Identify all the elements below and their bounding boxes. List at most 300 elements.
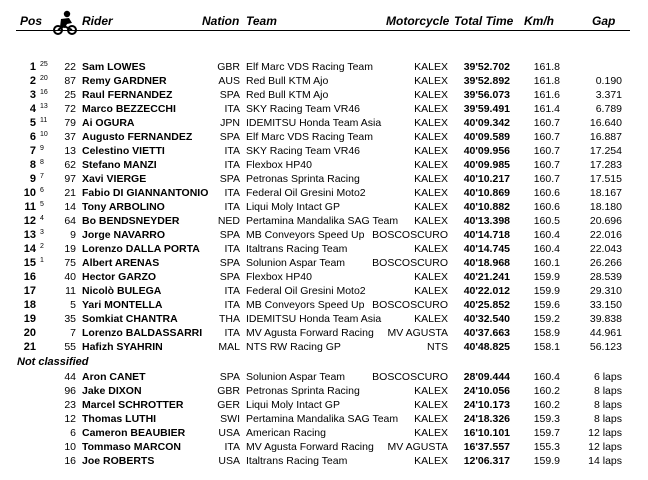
table-row [0, 228, 648, 242]
rider-number: 7 [70, 327, 76, 339]
position: 20 [23, 327, 36, 339]
position: 9 [29, 173, 36, 185]
table-row [0, 440, 648, 454]
team-name: Petronas Sprinta Racing [246, 173, 360, 185]
total-time: 40'13.398 [463, 215, 510, 227]
gap: 6.789 [595, 103, 622, 115]
position: 18 [23, 299, 36, 311]
motorcycle: KALEX [414, 89, 448, 101]
nation: GBR [217, 385, 240, 397]
team-name: IDEMITSU Honda Team Asia [246, 117, 382, 129]
nation: GBR [217, 61, 240, 73]
speed-kmh: 158.1 [533, 341, 560, 353]
position: 15 [23, 257, 36, 269]
nation: ITA [224, 441, 240, 453]
position: 19 [23, 313, 36, 325]
total-time: 39'56.073 [463, 89, 510, 101]
table-row [0, 298, 648, 312]
table-row [0, 284, 648, 298]
team-name: NTS RW Racing GP [246, 341, 341, 353]
table-row [0, 214, 648, 228]
total-time: 40'18.968 [463, 257, 510, 269]
gap: 18.180 [589, 201, 622, 213]
gap: 39.838 [589, 313, 622, 325]
rider-name: Bo BENDSNEYDER [82, 215, 180, 227]
motorcycle: KALEX [414, 413, 448, 425]
position: 17 [23, 285, 36, 297]
rider-number: 35 [64, 313, 76, 325]
nation: ITA [224, 145, 240, 157]
nation: SPA [219, 229, 240, 241]
header-rule [16, 30, 630, 31]
speed-kmh: 159.7 [533, 427, 560, 439]
header-gap: Gap [592, 14, 616, 28]
positions-gained: 10 [40, 131, 48, 138]
table-row [0, 74, 648, 88]
speed-kmh: 160.7 [533, 145, 560, 157]
total-time: 40'09.956 [463, 145, 510, 157]
position: 7 [29, 145, 36, 157]
speed-kmh: 161.8 [533, 61, 560, 73]
motorcycle: KALEX [414, 159, 448, 171]
header-kmh: Km/h [524, 14, 554, 28]
gap: 33.150 [589, 299, 622, 311]
total-time: 40'10.882 [463, 201, 510, 213]
rider-name: Lorenzo BALDASSARRI [82, 327, 203, 339]
rider-name: Marco BEZZECCHI [82, 103, 176, 115]
rider-name: Marcel SCHROTTER [82, 399, 184, 411]
speed-kmh: 160.7 [533, 159, 560, 171]
gap: 56.123 [589, 341, 622, 353]
total-time: 40'25.852 [463, 299, 510, 311]
position: 1 [29, 61, 36, 73]
speed-kmh: 160.7 [533, 173, 560, 185]
table-row [0, 242, 648, 256]
total-time: 40'09.589 [463, 131, 510, 143]
motorcycle-rider-icon [52, 10, 78, 36]
nation: ITA [224, 299, 240, 311]
rider-name: Augusto FERNANDEZ [82, 131, 193, 143]
gap: 0.190 [595, 75, 622, 87]
position: 4 [29, 103, 36, 115]
gap: 8 laps [593, 385, 622, 397]
total-time: 24'10.056 [463, 385, 510, 397]
speed-kmh: 160.5 [533, 215, 560, 227]
rider-name: Albert ARENAS [82, 257, 160, 269]
nation: USA [218, 427, 240, 439]
rider-name: Remy GARDNER [82, 75, 167, 87]
speed-kmh: 161.6 [533, 89, 560, 101]
team-name: SKY Racing Team VR46 [246, 103, 361, 115]
rider-name: Somkiat CHANTRA [82, 313, 178, 325]
nation: ITA [224, 243, 240, 255]
speed-kmh: 160.4 [533, 371, 560, 383]
nation: SPA [219, 271, 240, 283]
total-time: 40'09.342 [463, 117, 510, 129]
header-pos: Pos [20, 14, 43, 28]
speed-kmh: 159.3 [533, 413, 560, 425]
position: 8 [29, 159, 36, 171]
positions-gained: 25 [40, 61, 48, 68]
table-row [0, 412, 648, 426]
nation: SPA [219, 173, 240, 185]
rider-number: 75 [64, 257, 76, 269]
motorcycle: KALEX [414, 385, 448, 397]
motorcycle: KALEX [414, 271, 448, 283]
motorcycle: NTS [427, 341, 448, 353]
speed-kmh: 161.8 [533, 75, 560, 87]
rider-number: 12 [64, 413, 76, 425]
table-row [0, 384, 648, 398]
nation: GER [217, 399, 240, 411]
nation: SPA [219, 371, 240, 383]
motorcycle: KALEX [414, 201, 448, 213]
motorcycle: KALEX [414, 145, 448, 157]
motorcycle: KALEX [414, 173, 448, 185]
gap: 6 laps [593, 371, 622, 383]
speed-kmh: 155.3 [533, 441, 560, 453]
team-name: MB Conveyors Speed Up [246, 229, 365, 241]
nation: AUS [218, 75, 240, 87]
team-name: Flexbox HP40 [246, 159, 312, 171]
nation: USA [218, 455, 240, 467]
rider-number: 14 [64, 201, 76, 213]
team-name: Elf Marc VDS Racing Team [246, 61, 374, 73]
nation: SPA [219, 257, 240, 269]
rider-number: 6 [70, 427, 76, 439]
motorcycle: KALEX [414, 455, 448, 467]
gap: 16.887 [589, 131, 622, 143]
rider-name: Thomas LUTHI [82, 413, 157, 425]
rider-number: 5 [70, 299, 76, 311]
rider-name: Lorenzo DALLA PORTA [82, 243, 200, 255]
rider-number: 11 [65, 285, 76, 297]
team-name: Italtrans Racing Team [246, 243, 348, 255]
rider-number: 23 [64, 399, 76, 411]
total-time: 40'21.241 [463, 271, 510, 283]
position: 12 [23, 215, 36, 227]
header-total-time: Total Time [454, 14, 514, 28]
rider-number: 79 [64, 117, 76, 129]
gap: 22.016 [589, 229, 622, 241]
total-time: 16'10.101 [463, 427, 510, 439]
gap: 12 laps [588, 441, 622, 453]
table-row [0, 370, 648, 384]
motorcycle: KALEX [414, 131, 448, 143]
table-row [0, 454, 648, 468]
rider-number: 40 [64, 271, 76, 283]
motorcycle: KALEX [414, 427, 448, 439]
position: 16 [23, 271, 36, 283]
total-time: 40'10.869 [463, 187, 510, 199]
rider-number: 9 [70, 229, 76, 241]
speed-kmh: 159.9 [533, 271, 560, 283]
table-row [0, 172, 648, 186]
nation: NED [217, 215, 240, 227]
team-name: Pertamina Mandalika SAG Team [246, 215, 399, 227]
rider-name: Stefano MANZI [82, 159, 157, 171]
team-name: Federal Oil Gresini Moto2 [246, 285, 366, 297]
motorcycle: KALEX [414, 313, 448, 325]
rider-number: 25 [64, 89, 76, 101]
rider-number: 96 [64, 385, 76, 397]
gap: 3.371 [595, 89, 622, 101]
gap: 12 laps [588, 427, 622, 439]
table-row [0, 186, 648, 200]
gap: 17.283 [589, 159, 622, 171]
total-time: 40'14.745 [463, 243, 510, 255]
position: 14 [23, 243, 36, 255]
motorcycle: KALEX [414, 399, 448, 411]
positions-gained: 7 [40, 173, 44, 180]
team-name: SKY Racing Team VR46 [246, 145, 361, 157]
total-time: 40'32.540 [463, 313, 510, 325]
table-row [0, 88, 648, 102]
team-name: Liqui Moly Intact GP [246, 399, 340, 411]
positions-gained: 6 [40, 187, 44, 194]
positions-gained: 3 [40, 229, 44, 236]
total-time: 39'59.491 [463, 103, 510, 115]
speed-kmh: 160.4 [533, 243, 560, 255]
rider-number: 37 [64, 131, 76, 143]
nation: MAL [218, 341, 240, 353]
nation: ITA [224, 103, 240, 115]
nation: ITA [224, 327, 240, 339]
positions-gained: 9 [40, 145, 44, 152]
team-name: Italtrans Racing Team [246, 455, 348, 467]
rider-name: Tommaso MARCON [82, 441, 181, 453]
team-name: Elf Marc VDS Racing Team [246, 131, 374, 143]
table-row [0, 326, 648, 340]
rider-name: Xavi VIERGE [82, 173, 147, 185]
positions-gained: 1 [40, 257, 44, 264]
rider-name: Jorge NAVARRO [82, 229, 166, 241]
gap: 17.515 [589, 173, 622, 185]
positions-gained: 4 [40, 215, 44, 222]
nation: SPA [219, 131, 240, 143]
header-motorcycle: Motorcycle [386, 14, 450, 28]
rider-name: Fabio DI GIANNANTONIO [82, 187, 209, 199]
team-name: Flexbox HP40 [246, 271, 312, 283]
total-time: 40'37.663 [463, 327, 510, 339]
nation: ITA [224, 201, 240, 213]
total-time: 39'52.892 [463, 75, 510, 87]
motorcycle: KALEX [414, 117, 448, 129]
total-time: 24'10.173 [463, 399, 510, 411]
motorcycle: KALEX [414, 61, 448, 73]
nation: ITA [224, 285, 240, 297]
header-team: Team [246, 14, 277, 28]
speed-kmh: 160.7 [533, 131, 560, 143]
speed-kmh: 160.7 [533, 117, 560, 129]
motorcycle: BOSCOSCURO [372, 257, 448, 269]
rider-number: 19 [64, 243, 76, 255]
gap: 8 laps [593, 399, 622, 411]
team-name: Federal Oil Gresini Moto2 [246, 187, 366, 199]
gap: 29.310 [589, 285, 622, 297]
position: 11 [24, 201, 36, 213]
speed-kmh: 159.2 [533, 313, 560, 325]
table-row [0, 312, 648, 326]
rider-name: Hector GARZO [82, 271, 157, 283]
position: 2 [29, 75, 36, 87]
total-time: 12'06.317 [463, 455, 510, 467]
gap: 22.043 [589, 243, 622, 255]
team-name: Liqui Moly Intact GP [246, 201, 340, 213]
rider-name: Tony ARBOLINO [82, 201, 165, 213]
motorcycle: KALEX [414, 243, 448, 255]
rider-name: Jake DIXON [82, 385, 142, 397]
speed-kmh: 160.6 [533, 187, 560, 199]
table-row [0, 158, 648, 172]
table-row [0, 116, 648, 130]
speed-kmh: 160.2 [533, 385, 560, 397]
rider-number: 62 [64, 159, 76, 171]
speed-kmh: 159.9 [533, 455, 560, 467]
table-row [0, 60, 648, 74]
gap: 28.539 [589, 271, 622, 283]
table-row [0, 398, 648, 412]
positions-gained: 8 [40, 159, 44, 166]
team-name: Red Bull KTM Ajo [246, 89, 329, 101]
rider-name: Celestino VIETTI [82, 145, 165, 157]
speed-kmh: 160.4 [533, 229, 560, 241]
position: 6 [29, 131, 36, 143]
results-table [0, 60, 648, 468]
rider-name: Sam LOWES [82, 61, 146, 73]
gap: 18.167 [589, 187, 622, 199]
team-name: Solunion Aspar Team [246, 371, 346, 383]
rider-number: 13 [64, 145, 76, 157]
rider-name: Ai OGURA [82, 117, 135, 129]
team-name: Pertamina Mandalika SAG Team [246, 413, 399, 425]
motorcycle: BOSCOSCURO [372, 371, 448, 383]
table-row [0, 102, 648, 116]
not-classified-heading: Not classified [17, 356, 89, 368]
team-name: MV Agusta Forward Racing [246, 327, 374, 339]
position: 13 [23, 229, 36, 241]
positions-gained: 20 [40, 75, 48, 82]
motorcycle: KALEX [414, 187, 448, 199]
rider-number: 72 [64, 103, 76, 115]
speed-kmh: 160.2 [533, 399, 560, 411]
nation: ITA [224, 159, 240, 171]
team-name: Red Bull KTM Ajo [246, 75, 329, 87]
total-time: 40'14.718 [463, 229, 510, 241]
positions-gained: 13 [40, 103, 48, 110]
team-name: American Racing [246, 427, 326, 439]
table-row [0, 270, 648, 284]
team-name: MB Conveyors Speed Up [246, 299, 365, 311]
rider-number: 64 [64, 215, 76, 227]
speed-kmh: 159.6 [533, 299, 560, 311]
rider-number: 87 [64, 75, 76, 87]
rider-number: 10 [64, 441, 76, 453]
rider-name: Raul FERNANDEZ [82, 89, 173, 101]
position: 5 [29, 117, 36, 129]
rider-name: Hafizh SYAHRIN [82, 341, 163, 353]
header-rider: Rider [82, 14, 113, 28]
position: 10 [23, 187, 36, 199]
table-row [0, 426, 648, 440]
positions-gained: 11 [40, 117, 48, 124]
nation: SPA [219, 89, 240, 101]
rider-number: 44 [64, 371, 76, 383]
rider-name: Yari MONTELLA [82, 299, 163, 311]
team-name: Petronas Sprinta Racing [246, 385, 360, 397]
table-row [0, 200, 648, 214]
rider-number: 97 [64, 173, 76, 185]
positions-gained: 16 [40, 89, 48, 96]
speed-kmh: 158.9 [533, 327, 560, 339]
gap: 26.266 [589, 257, 622, 269]
rider-number: 16 [64, 455, 76, 467]
speed-kmh: 160.6 [533, 201, 560, 213]
header-nation: Nation [202, 14, 240, 28]
speed-kmh: 161.4 [533, 103, 560, 115]
speed-kmh: 160.1 [533, 257, 560, 269]
gap: 44.961 [589, 327, 622, 339]
nation: ITA [224, 187, 240, 199]
total-time: 28'09.444 [463, 371, 510, 383]
total-time: 40'09.985 [463, 159, 510, 171]
motorcycle: KALEX [414, 75, 448, 87]
nation: SWI [220, 413, 240, 425]
motorcycle: BOSCOSCURO [372, 299, 448, 311]
table-row [0, 340, 648, 354]
team-name: Solunion Aspar Team [246, 257, 346, 269]
rider-number: 21 [64, 187, 76, 199]
positions-gained: 5 [40, 201, 44, 208]
rider-number: 22 [64, 61, 76, 73]
nation: THA [219, 313, 240, 325]
motorcycle: MV AGUSTA [387, 327, 448, 339]
rider-name: Aron CANET [82, 371, 146, 383]
total-time: 40'22.012 [463, 285, 510, 297]
total-time: 40'10.217 [463, 173, 510, 185]
motorcycle: MV AGUSTA [387, 441, 448, 453]
results-header [0, 10, 648, 30]
team-name: MV Agusta Forward Racing [246, 441, 374, 453]
rider-name: Nicolò BULEGA [82, 285, 162, 297]
team-name: IDEMITSU Honda Team Asia [246, 313, 382, 325]
rider-name: Joe ROBERTS [82, 455, 155, 467]
table-row [0, 256, 648, 270]
motorcycle: KALEX [414, 103, 448, 115]
position: 3 [29, 89, 36, 101]
table-row [0, 130, 648, 144]
rider-number: 55 [64, 341, 76, 353]
positions-gained: 2 [40, 243, 44, 250]
total-time: 40'48.825 [463, 341, 510, 353]
nation: JPN [220, 117, 240, 129]
speed-kmh: 159.9 [533, 285, 560, 297]
motorcycle: KALEX [414, 285, 448, 297]
motorcycle: BOSCOSCURO [372, 229, 448, 241]
gap: 17.254 [589, 145, 622, 157]
total-time: 39'52.702 [463, 61, 510, 73]
total-time: 16'37.557 [463, 441, 510, 453]
motorcycle: KALEX [414, 215, 448, 227]
rider-name: Cameron BEAUBIER [82, 427, 186, 439]
gap: 8 laps [593, 413, 622, 425]
gap: 14 laps [588, 455, 622, 467]
total-time: 24'18.326 [463, 413, 510, 425]
position: 21 [23, 341, 36, 353]
gap: 20.696 [589, 215, 622, 227]
table-row [0, 144, 648, 158]
gap: 16.640 [589, 117, 622, 129]
